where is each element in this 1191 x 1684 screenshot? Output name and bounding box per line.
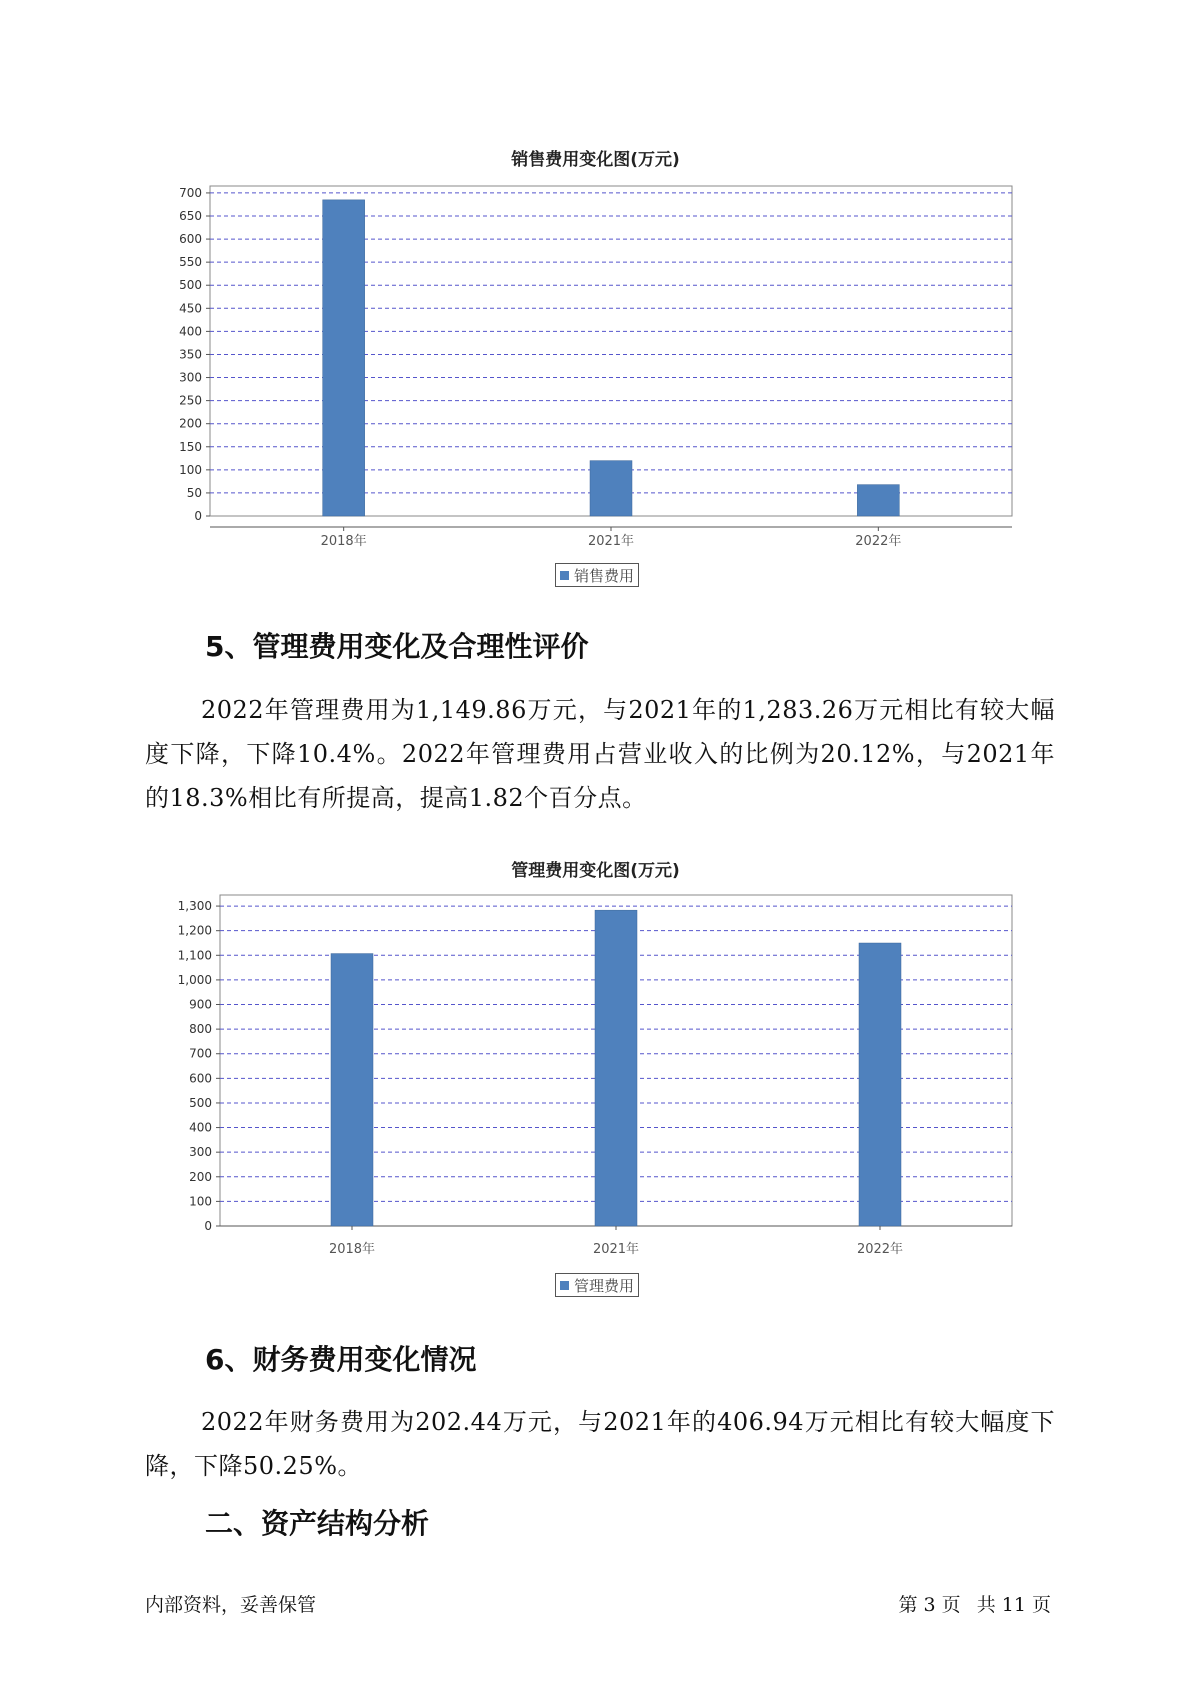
y-tick-label: 100 <box>189 1194 212 1209</box>
y-tick-label: 0 <box>204 1219 212 1233</box>
y-tick-label: 300 <box>179 370 202 385</box>
y-tick-label: 700 <box>189 1046 212 1061</box>
y-tick-label: 50 <box>186 485 202 500</box>
y-tick-label: 650 <box>179 209 202 223</box>
total-pages-label: 共 11 页 <box>976 1594 1051 1616</box>
chart-title: 销售费用变化图(万元) <box>511 150 680 170</box>
y-tick-label: 700 <box>179 185 202 200</box>
bar <box>859 943 901 1226</box>
section-5-heading: 5、管理费用变化及合理性评价 <box>205 630 589 663</box>
page-label: 第 3 页 <box>898 1594 961 1616</box>
y-tick-label: 600 <box>189 1071 212 1086</box>
chart-title: 管理费用变化图(万元) <box>511 861 680 881</box>
section-two-heading: 二、资产结构分析 <box>205 1507 430 1540</box>
y-tick-label: 150 <box>179 439 202 454</box>
x-tick-label: 2018年 <box>320 534 367 549</box>
section-5-paragraph: 2022年管理费用为1,149.86万元，与2021年的1,283.26万元相比有较大幅度下降，下降10.4%。2022年管理费用占营业收入的比例为20.12%，与2021年的18.3%相比有所提高，提高1.82个百分点。 <box>145 696 1055 812</box>
y-tick-label: 800 <box>189 1022 212 1037</box>
bar <box>595 910 637 1226</box>
y-tick-label: 1,300 <box>177 899 212 914</box>
y-tick-label: 900 <box>189 997 212 1012</box>
x-tick-label: 2021年 <box>592 1242 640 1257</box>
y-tick-label: 200 <box>189 1169 212 1184</box>
section-6-heading: 6、财务费用变化情况 <box>205 1343 477 1376</box>
y-tick-label: 400 <box>179 324 202 339</box>
y-tick-label: 450 <box>179 301 202 316</box>
x-tick-label: 2022年 <box>856 1242 904 1257</box>
legend-label: 销售费用 <box>574 566 635 585</box>
legend-label: 管理费用 <box>574 1276 635 1295</box>
y-tick-label: 350 <box>179 347 202 362</box>
footer-confidential: 内部资料，妥善保管 <box>145 1594 317 1616</box>
y-tick-label: 500 <box>179 278 202 293</box>
y-tick-label: 1,000 <box>177 972 212 987</box>
y-tick-label: 550 <box>179 255 202 270</box>
y-tick-label: 1,100 <box>177 948 212 963</box>
x-tick-label: 2022年 <box>855 534 902 549</box>
y-tick-label: 100 <box>179 462 202 477</box>
y-tick-label: 300 <box>189 1145 212 1160</box>
y-tick-label: 1,200 <box>177 923 212 938</box>
x-tick-label: 2021年 <box>587 534 635 549</box>
footer-page-number <box>889 1590 1051 1617</box>
y-tick-label: 250 <box>179 393 202 408</box>
chart-legend <box>555 1273 639 1297</box>
y-tick-label: 400 <box>189 1120 212 1135</box>
y-tick-label: 0 <box>194 509 202 523</box>
legend-swatch <box>560 1281 569 1290</box>
section-6-paragraph: 2022年财务费用为202.44万元，与2021年的406.94万元相比有较大幅度下降，下降50.25%。 <box>145 1408 1055 1480</box>
y-tick-label: 200 <box>179 416 202 431</box>
x-tick-label: 2018年 <box>328 1242 376 1257</box>
y-tick-label: 500 <box>189 1095 212 1110</box>
y-tick-label: 600 <box>179 232 202 247</box>
bar <box>331 954 373 1226</box>
